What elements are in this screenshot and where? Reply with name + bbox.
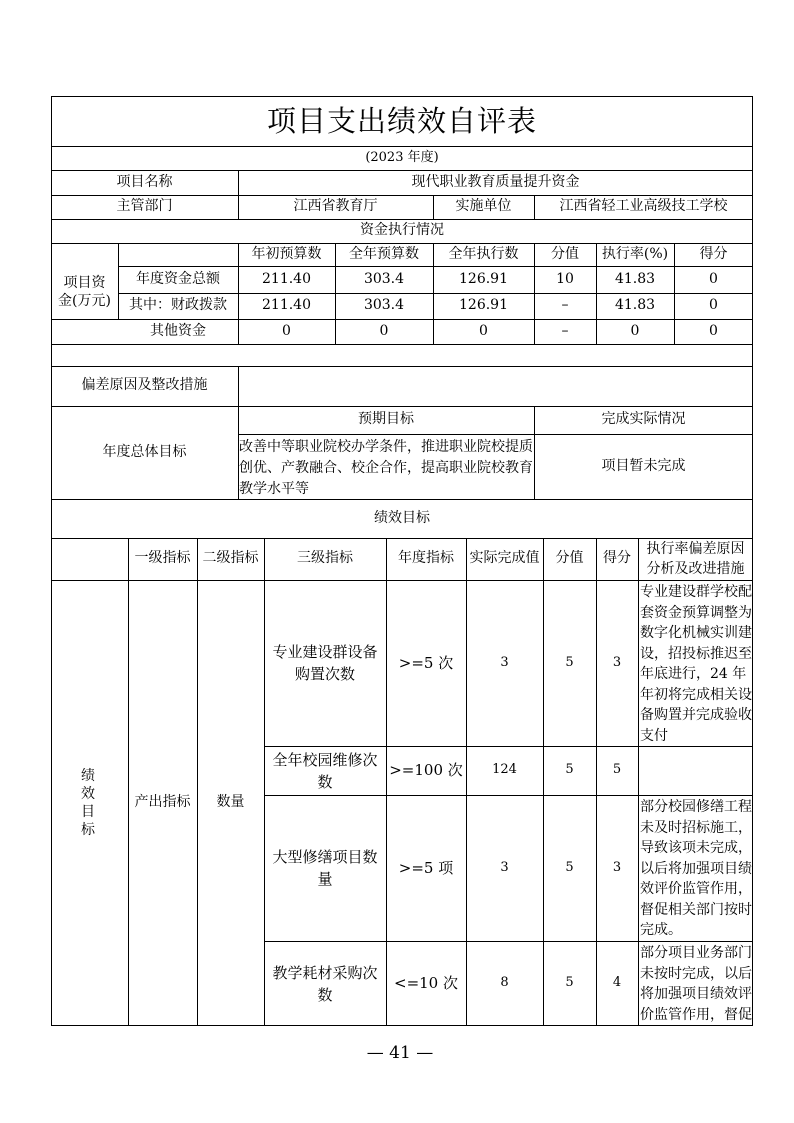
page-title: 项目支出绩效自评表 bbox=[266, 104, 537, 139]
perf-row-note: 专业建设群学校配套资金预算调整为数字化机械实训建设，招投标推迟至年底进行，24 年年初将完成相关设备购置并完成验收支付 bbox=[640, 584, 752, 744]
perf-row-got: 3 bbox=[612, 859, 622, 875]
funds-row-label: 其他资金 bbox=[150, 322, 206, 339]
perf-row-name: 大型修缮项目数量 bbox=[272, 848, 378, 888]
funds-cell: 0 bbox=[282, 322, 291, 339]
funds-col-header: 年初预算数 bbox=[251, 245, 322, 262]
funds-cell: 303.4 bbox=[363, 270, 405, 287]
perf-row-note: 部分项目业务部门未按时完成，以后将加强项目绩效评价监管作用，督促 bbox=[640, 945, 752, 1023]
perf-row-target: >=5 次 bbox=[398, 653, 454, 672]
perf-row-actual: 8 bbox=[500, 975, 509, 991]
perf-header: 绩效目标 bbox=[374, 509, 430, 526]
funds-cell: 126.91 bbox=[459, 270, 508, 287]
perf-row-target: >=5 项 bbox=[398, 858, 454, 877]
perf-row-name: 教学耗材采购次数 bbox=[272, 963, 378, 1004]
perf-row-target: >=100 次 bbox=[389, 761, 463, 780]
funds-col-header: 全年预算数 bbox=[349, 245, 419, 262]
funds-row-label: 其中：财政拨款 bbox=[129, 297, 227, 314]
funds-cell: 0 bbox=[709, 270, 718, 287]
project-name-value: 现代职业教育质量提升资金 bbox=[411, 173, 580, 190]
perf-row-got: 5 bbox=[612, 762, 622, 778]
dept-label: 主管部门 bbox=[116, 198, 173, 215]
annual-goal-label: 年度总体目标 bbox=[102, 443, 187, 460]
perf-col-header: 一级指标 bbox=[134, 550, 191, 567]
funds-cell: 0 bbox=[630, 322, 640, 339]
funds-header: 资金执行情况 bbox=[360, 222, 444, 239]
perf-row-actual: 124 bbox=[492, 762, 517, 778]
actual-status-text: 项目暂未完成 bbox=[601, 457, 686, 474]
funds-cell: 41.83 bbox=[614, 270, 656, 287]
funds-cell: 0 bbox=[379, 322, 389, 339]
funds-cell: 0 bbox=[709, 322, 718, 339]
level1-indicator: 产出指标 bbox=[134, 794, 191, 811]
page-number: — 41 — bbox=[366, 1043, 434, 1064]
perf-row-note bbox=[639, 747, 753, 795]
expected-goal-header: 预期目标 bbox=[358, 411, 414, 428]
perf-row-score: 5 bbox=[565, 859, 574, 875]
funds-col-header: 得分 bbox=[699, 245, 728, 262]
funds-cell: 41.83 bbox=[614, 297, 656, 314]
impl-label: 实施单位 bbox=[455, 198, 512, 215]
perf-col-header: 执行率偏差原因分析及改进措施 bbox=[646, 541, 745, 577]
perf-row-name: 全年校园维修次数 bbox=[272, 750, 378, 791]
funds-cell: 211.40 bbox=[262, 270, 311, 287]
funds-side-label: 项目资金(万元) bbox=[58, 275, 111, 309]
dept-value: 江西省教育厅 bbox=[293, 198, 378, 215]
year-label: (2023 年度) bbox=[365, 149, 439, 165]
perf-row-got: 3 bbox=[612, 654, 622, 670]
perf-row-actual: 3 bbox=[500, 859, 509, 875]
funds-cell: 303.4 bbox=[363, 297, 405, 314]
impl-value: 江西省轻工业高级技工学校 bbox=[559, 198, 728, 215]
perf-side-label: 绩效目标 bbox=[81, 768, 95, 838]
perf-row-got: 4 bbox=[612, 975, 622, 991]
perf-col-header: 二级指标 bbox=[202, 550, 259, 567]
funds-col-header: 分值 bbox=[551, 245, 579, 262]
project-name-label: 项目名称 bbox=[116, 173, 173, 190]
perf-row-score: 5 bbox=[565, 654, 574, 670]
funds-cell: 10 bbox=[556, 270, 574, 287]
actual-status-header: 完成实际情况 bbox=[601, 411, 686, 428]
perf-row-score: 5 bbox=[565, 762, 574, 778]
deviation-label: 偏差原因及整改措施 bbox=[81, 377, 208, 394]
perf-row-actual: 3 bbox=[500, 654, 509, 670]
perf-row-note: 部分校园修缮工程未及时招标施工，导致该项未完成，以后将加强项目绩效评价监管作用，督促相关部门按时完成。 bbox=[640, 799, 752, 938]
perf-col-header: 分值 bbox=[555, 550, 584, 567]
funds-col-header: 全年执行数 bbox=[448, 245, 519, 262]
perf-col-header: 实际完成值 bbox=[469, 550, 540, 567]
funds-col-header: 执行率(%) bbox=[601, 245, 669, 262]
funds-row-label: 年度资金总额 bbox=[136, 270, 220, 287]
perf-col-header: 三级指标 bbox=[297, 550, 353, 567]
perf-row-target: <=10 次 bbox=[394, 974, 458, 993]
perf-row-name: 专业建设群设备购置次数 bbox=[272, 643, 378, 683]
funds-cell: – bbox=[561, 322, 569, 339]
perf-col-header: 年度指标 bbox=[398, 550, 454, 567]
funds-cell: – bbox=[561, 297, 569, 314]
perf-row-score: 5 bbox=[565, 975, 574, 991]
funds-cell: 0 bbox=[479, 322, 488, 339]
funds-cell: 211.40 bbox=[262, 297, 311, 314]
funds-cell: 0 bbox=[709, 297, 718, 314]
expected-goal-text: 改善中等职业院校办学条件，推进职业院校提质创优、产教融合、校企合作，提高职业院校教育教学水平等 bbox=[239, 439, 533, 497]
perf-col-header: 得分 bbox=[603, 550, 631, 567]
level2-indicator: 数量 bbox=[216, 794, 245, 811]
funds-cell: 126.91 bbox=[459, 297, 508, 314]
